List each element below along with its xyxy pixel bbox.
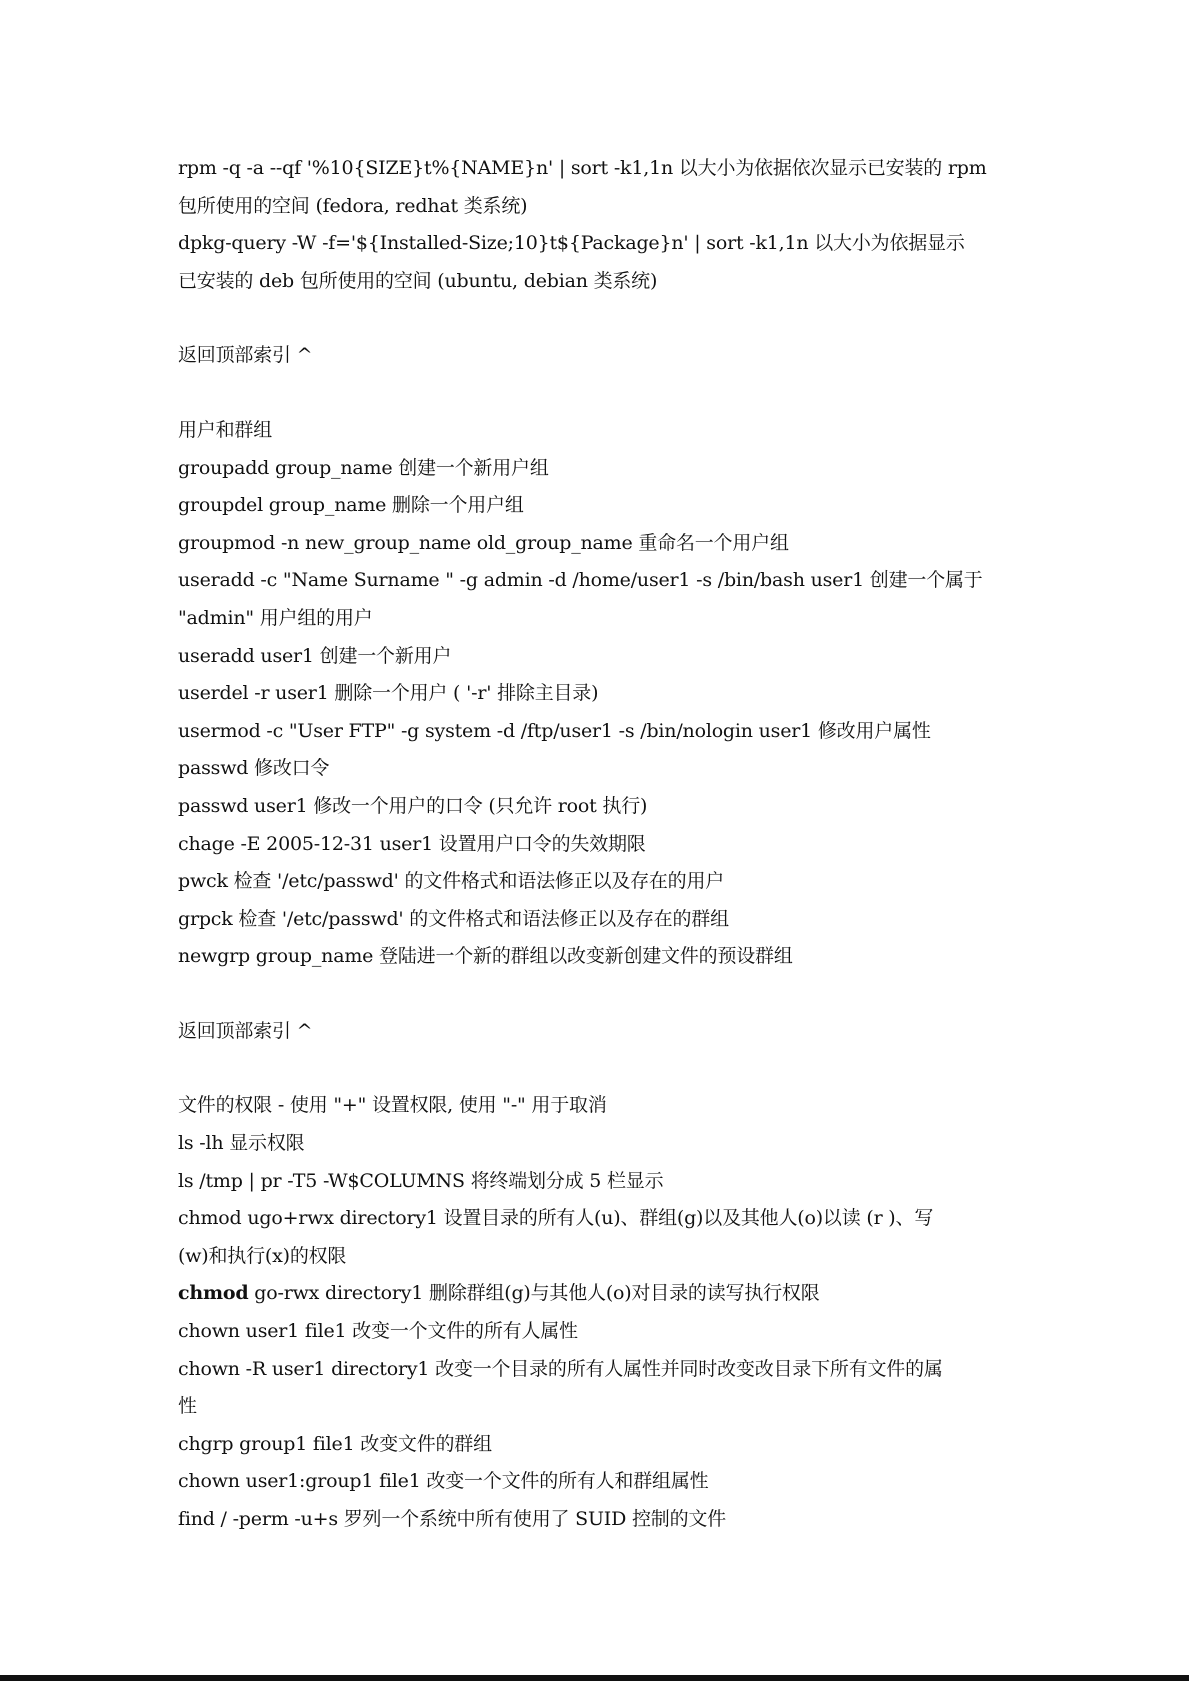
text-line: groupadd group_name 创建一个新用户组: [178, 456, 549, 479]
text-line: chown -R user1 directory1 改变一个目录的所有人属性并同时改变改目录下所有文件的属: [178, 1357, 943, 1380]
text-line: newgrp group_name 登陆进一个新的群组以改变新创建文件的预设群组: [178, 945, 793, 968]
text-line: chmod ugo+rwx directory1 设置目录的所有人(u)、群组(g)以及其他人(o)以读 (r )、写: [178, 1207, 934, 1230]
text-line: useradd -c "Name Surname " -g admin -d /home/user1 -s /bin/bash user1 创建一个属于: [178, 569, 983, 592]
text-line: find / -perm -u+s 罗列一个系统中所有使用了 SUID 控制的文件: [178, 1508, 726, 1530]
text-line: dpkg-query -W -f='${Installed-Size;10}t${Package}n' | sort -k1,1n 以大小为依据显示: [178, 232, 965, 255]
text-line: "admin" 用户组的用户: [178, 606, 373, 629]
text-line: grpck 检查 '/etc/passwd' 的文件格式和语法修正以及存在的群组: [178, 907, 729, 930]
spacer: [178, 300, 1008, 337]
text-line: groupmod -n new_group_name old_group_name 重命名一个用户组: [178, 531, 789, 554]
text-line: passwd 修改口令: [178, 757, 330, 780]
text-line: ls /tmp | pr -T5 -W$COLUMNS 将终端划分成 5 栏显示: [178, 1169, 664, 1192]
text-line: userdel -r user1 删除一个用户 ( '-r' 排除主目录): [178, 682, 599, 705]
section-title: 文件的权限 - 使用 "+" 设置权限, 使用 "-" 用于取消: [178, 1094, 607, 1117]
spacer: [178, 976, 1008, 1013]
text-line: chgrp group1 file1 改变文件的群组: [178, 1432, 492, 1455]
text-line: chage -E 2005-12-31 user1 设置用户口令的失效期限: [178, 832, 646, 855]
text-line: useradd user1 创建一个新用户: [178, 644, 452, 667]
spacer: [178, 375, 1008, 412]
text-line: pwck 检查 '/etc/passwd' 的文件格式和语法修正以及存在的用户: [178, 870, 725, 893]
text-line: ls -lh 显示权限: [178, 1132, 305, 1155]
text-line: chown user1:group1 file1 改变一个文件的所有人和群组属性: [178, 1470, 709, 1493]
text-line: (w)和执行(x)的权限: [178, 1244, 347, 1267]
text-line-bold-cmd: [178, 1275, 1008, 1313]
text-line: rpm -q -a --qf '%10{SIZE}t%{NAME}n' | sort -k1,1n 以大小为依据依次显示已安装的 rpm: [178, 157, 987, 179]
command-description: go-rwx directory1 删除群组(g)与其他人(o)对目录的读写执行权限: [248, 1282, 820, 1305]
text-line: 已安装的 deb 包所使用的空间 (ubuntu, debian 类系统): [178, 269, 658, 292]
document-content: [178, 150, 1008, 1539]
spacer: [178, 1050, 1008, 1087]
back-to-top-link[interactable]: 返回顶部索引 ^: [178, 1019, 313, 1042]
text-line: 性: [178, 1395, 197, 1418]
back-to-top-link[interactable]: 返回顶部索引 ^: [178, 344, 313, 367]
text-line: passwd user1 修改一个用户的口令 (只允许 root 执行): [178, 794, 648, 817]
text-line: groupdel group_name 删除一个用户组: [178, 494, 524, 517]
bold-command: chmod: [178, 1282, 249, 1305]
section-title: 用户和群组: [178, 418, 273, 441]
page-bottom-edge: [0, 1675, 1189, 1681]
text-line: 包所使用的空间 (fedora, redhat 类系统): [178, 194, 528, 217]
text-line: usermod -c "User FTP" -g system -d /ftp/user1 -s /bin/nologin user1 修改用户属性: [178, 719, 931, 742]
text-line: chown user1 file1 改变一个文件的所有人属性: [178, 1320, 578, 1343]
